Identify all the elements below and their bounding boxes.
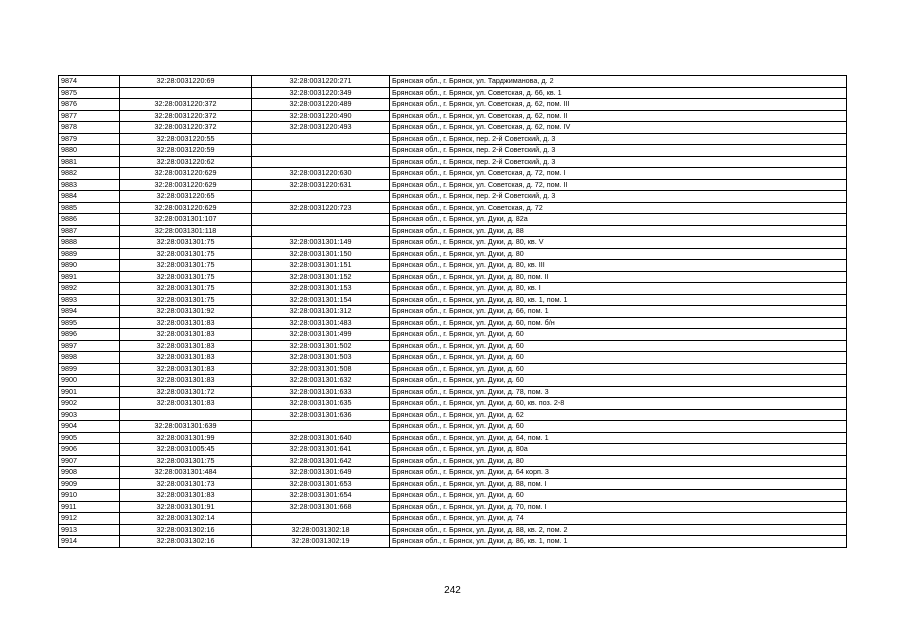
address-cell: Брянская обл., г. Брянск, ул. Дуки, д. 64 корп. 3 [390,467,847,479]
table-row [59,340,847,352]
table-row [59,317,847,329]
row-number-cell: 9893 [59,294,120,306]
address-cell: Брянская обл., г. Брянск, ул. Дуки, д. 88, пом. I [390,478,847,490]
row-number-cell: 9904 [59,421,120,433]
parent-cadastral-number-cell: 32:28:0031301:75 [120,237,252,249]
row-number-cell: 9879 [59,133,120,145]
table-row [59,478,847,490]
cadastral-number-cell [252,145,390,157]
row-number-cell: 9880 [59,145,120,157]
table-row [59,455,847,467]
row-number-cell: 9906 [59,444,120,456]
row-number-cell: 9896 [59,329,120,341]
row-number-cell: 9891 [59,271,120,283]
parent-cadastral-number-cell: 32:28:0031301:83 [120,317,252,329]
row-number-cell: 9914 [59,536,120,548]
cadastral-table [58,75,847,548]
table-row [59,122,847,134]
row-number-cell: 9882 [59,168,120,180]
parent-cadastral-number-cell: 32:28:0031220:629 [120,179,252,191]
parent-cadastral-number-cell: 32:28:0031301:73 [120,478,252,490]
parent-cadastral-number-cell [120,87,252,99]
address-cell: Брянская обл., г. Брянск, ул. Дуки, д. 86, кв. 1, пом. 1 [390,536,847,548]
address-cell: Брянская обл., г. Брянск, ул. Тарджиманова, д. 2 [390,76,847,88]
address-cell: Брянская обл., г. Брянск, ул. Дуки, д. 64, пом. 1 [390,432,847,444]
table-body [59,76,847,548]
address-cell: Брянская обл., г. Брянск, ул. Дуки, д. 74 [390,513,847,525]
row-number-cell: 9907 [59,455,120,467]
parent-cadastral-number-cell: 32:28:0031220:59 [120,145,252,157]
cadastral-number-cell: 32:28:0031301:499 [252,329,390,341]
address-cell: Брянская обл., г. Брянск, ул. Советская, д. 72, пом. II [390,179,847,191]
row-number-cell: 9888 [59,237,120,249]
cadastral-number-cell: 32:28:0031220:631 [252,179,390,191]
row-number-cell: 9892 [59,283,120,295]
table-row [59,87,847,99]
address-cell: Брянская обл., г. Брянск, ул. Дуки, д. 60 [390,340,847,352]
cadastral-number-cell: 32:28:0031301:503 [252,352,390,364]
parent-cadastral-number-cell: 32:28:0031301:99 [120,432,252,444]
address-cell: Брянская обл., г. Брянск, ул. Советская, д. 62, пом. IV [390,122,847,134]
table-row [59,214,847,226]
address-cell: Брянская обл., г. Брянск, ул. Дуки, д. 70, пом. I [390,501,847,513]
row-number-cell: 9911 [59,501,120,513]
cadastral-number-cell: 32:28:0031301:642 [252,455,390,467]
cadastral-number-cell: 32:28:0031301:649 [252,467,390,479]
address-cell: Брянская обл., г. Брянск, ул. Советская, д. 62, пом. III [390,99,847,111]
table-row [59,490,847,502]
table-row [59,306,847,318]
cadastral-number-cell [252,133,390,145]
cadastral-number-cell: 32:28:0031301:483 [252,317,390,329]
table-row [59,202,847,214]
row-number-cell: 9889 [59,248,120,260]
row-number-cell: 9905 [59,432,120,444]
cadastral-number-cell: 32:28:0031301:632 [252,375,390,387]
parent-cadastral-number-cell: 32:28:0031220:372 [120,99,252,111]
parent-cadastral-number-cell [120,409,252,421]
address-cell: Брянская обл., г. Брянск, ул. Дуки, д. 66, пом. 1 [390,306,847,318]
address-cell: Брянская обл., г. Брянск, ул. Дуки, д. 80, кв. I [390,283,847,295]
parent-cadastral-number-cell: 32:28:0031220:65 [120,191,252,203]
address-cell: Брянская обл., г. Брянск, пер. 2-й Советский, д. 3 [390,156,847,168]
cadastral-number-cell [252,421,390,433]
parent-cadastral-number-cell: 32:28:0031005:45 [120,444,252,456]
table-row [59,398,847,410]
address-cell: Брянская обл., г. Брянск, ул. Дуки, д. 60 [390,421,847,433]
cadastral-number-cell: 32:28:0031301:654 [252,490,390,502]
parent-cadastral-number-cell: 32:28:0031301:83 [120,363,252,375]
parent-cadastral-number-cell: 32:28:0031301:75 [120,283,252,295]
table-row [59,513,847,525]
row-number-cell: 9898 [59,352,120,364]
table-row [59,99,847,111]
address-cell: Брянская обл., г. Брянск, пер. 2-й Советский, д. 3 [390,145,847,157]
parent-cadastral-number-cell: 32:28:0031301:75 [120,294,252,306]
table-row [59,375,847,387]
cadastral-number-cell: 32:28:0031301:640 [252,432,390,444]
table-row [59,524,847,536]
row-number-cell: 9903 [59,409,120,421]
cadastral-number-cell [252,191,390,203]
cadastral-number-cell: 32:28:0031301:668 [252,501,390,513]
parent-cadastral-number-cell: 32:28:0031302:16 [120,524,252,536]
row-number-cell: 9899 [59,363,120,375]
row-number-cell: 9884 [59,191,120,203]
row-number-cell: 9910 [59,490,120,502]
address-cell: Брянская обл., г. Брянск, ул. Дуки, д. 80, кв. 1, пом. 1 [390,294,847,306]
address-cell: Брянская обл., г. Брянск, ул. Дуки, д. 80 [390,455,847,467]
row-number-cell: 9883 [59,179,120,191]
address-cell: Брянская обл., г. Брянск, ул. Дуки, д. 60 [390,363,847,375]
row-number-cell: 9890 [59,260,120,272]
table-row [59,191,847,203]
address-cell: Брянская обл., г. Брянск, ул. Дуки, д. 62 [390,409,847,421]
row-number-cell: 9874 [59,76,120,88]
parent-cadastral-number-cell: 32:28:0031220:629 [120,202,252,214]
table-row [59,329,847,341]
table-row [59,76,847,88]
parent-cadastral-number-cell: 32:28:0031301:83 [120,352,252,364]
row-number-cell: 9909 [59,478,120,490]
cadastral-number-cell: 32:28:0031220:271 [252,76,390,88]
cadastral-number-cell: 32:28:0031220:349 [252,87,390,99]
cadastral-number-cell [252,214,390,226]
address-cell: Брянская обл., г. Брянск, пер. 2-й Советский, д. 3 [390,191,847,203]
table-row [59,409,847,421]
parent-cadastral-number-cell: 32:28:0031301:91 [120,501,252,513]
parent-cadastral-number-cell: 32:28:0031301:75 [120,271,252,283]
parent-cadastral-number-cell: 32:28:0031301:72 [120,386,252,398]
table-row [59,536,847,548]
cadastral-number-cell: 32:28:0031220:493 [252,122,390,134]
cadastral-number-cell: 32:28:0031301:636 [252,409,390,421]
parent-cadastral-number-cell: 32:28:0031220:69 [120,76,252,88]
page-number: 242 [444,585,461,596]
cadastral-number-cell: 32:28:0031301:151 [252,260,390,272]
cadastral-number-cell: 32:28:0031301:154 [252,294,390,306]
address-cell: Брянская обл., г. Брянск, ул. Советская, д. 72, пом. I [390,168,847,180]
row-number-cell: 9902 [59,398,120,410]
cadastral-number-cell: 32:28:0031302:18 [252,524,390,536]
parent-cadastral-number-cell: 32:28:0031301:75 [120,260,252,272]
cadastral-number-cell [252,225,390,237]
parent-cadastral-number-cell: 32:28:0031301:639 [120,421,252,433]
address-cell: Брянская обл., г. Брянск, ул. Дуки, д. 60 [390,352,847,364]
address-cell: Брянская обл., г. Брянск, ул. Дуки, д. 80, пом. II [390,271,847,283]
parent-cadastral-number-cell: 32:28:0031301:83 [120,398,252,410]
row-number-cell: 9881 [59,156,120,168]
parent-cadastral-number-cell: 32:28:0031302:16 [120,536,252,548]
row-number-cell: 9876 [59,99,120,111]
cadastral-number-cell: 32:28:0031301:653 [252,478,390,490]
address-cell: Брянская обл., г. Брянск, ул. Дуки, д. 60 [390,329,847,341]
row-number-cell: 9895 [59,317,120,329]
row-number-cell: 9901 [59,386,120,398]
parent-cadastral-number-cell: 32:28:0031220:372 [120,122,252,134]
parent-cadastral-number-cell: 32:28:0031301:484 [120,467,252,479]
address-cell: Брянская обл., г. Брянск, ул. Дуки, д. 60 [390,375,847,387]
table-row [59,467,847,479]
row-number-cell: 9877 [59,110,120,122]
cadastral-number-cell: 32:28:0031301:150 [252,248,390,260]
table-row [59,260,847,272]
table-row [59,294,847,306]
address-cell: Брянская обл., г. Брянск, ул. Дуки, д. 88 [390,225,847,237]
table-row [59,168,847,180]
address-cell: Брянская обл., г. Брянск, ул. Дуки, д. 80а [390,444,847,456]
parent-cadastral-number-cell: 32:28:0031301:107 [120,214,252,226]
parent-cadastral-number-cell: 32:28:0031301:83 [120,340,252,352]
parent-cadastral-number-cell: 32:28:0031301:83 [120,490,252,502]
row-number-cell: 9886 [59,214,120,226]
cadastral-number-cell: 32:28:0031302:19 [252,536,390,548]
table-row [59,145,847,157]
row-number-cell: 9908 [59,467,120,479]
row-number-cell: 9885 [59,202,120,214]
parent-cadastral-number-cell: 32:28:0031301:75 [120,455,252,467]
table-row [59,248,847,260]
cadastral-number-cell: 32:28:0031301:502 [252,340,390,352]
address-cell: Брянская обл., г. Брянск, ул. Дуки, д. 60, кв. поз. 2-8 [390,398,847,410]
table-row [59,352,847,364]
cadastral-number-cell: 32:28:0031301:149 [252,237,390,249]
parent-cadastral-number-cell: 32:28:0031301:118 [120,225,252,237]
parent-cadastral-number-cell: 32:28:0031301:92 [120,306,252,318]
row-number-cell: 9894 [59,306,120,318]
cadastral-number-cell: 32:28:0031301:153 [252,283,390,295]
address-cell: Брянская обл., г. Брянск, ул. Дуки, д. 82а [390,214,847,226]
cadastral-number-cell [252,156,390,168]
table-row [59,271,847,283]
parent-cadastral-number-cell: 32:28:0031301:75 [120,248,252,260]
table-row [59,156,847,168]
address-cell: Брянская обл., г. Брянск, ул. Дуки, д. 78, пом. 3 [390,386,847,398]
parent-cadastral-number-cell: 32:28:0031301:83 [120,375,252,387]
row-number-cell: 9912 [59,513,120,525]
cadastral-number-cell: 32:28:0031301:508 [252,363,390,375]
cadastral-number-cell: 32:28:0031220:630 [252,168,390,180]
cadastral-number-cell: 32:28:0031301:152 [252,271,390,283]
row-number-cell: 9875 [59,87,120,99]
table-row [59,283,847,295]
address-cell: Брянская обл., г. Брянск, ул. Дуки, д. 80, кв. V [390,237,847,249]
table-row [59,225,847,237]
address-cell: Брянская обл., г. Брянск, ул. Дуки, д. 80 [390,248,847,260]
row-number-cell: 9887 [59,225,120,237]
table-row [59,133,847,145]
address-cell: Брянская обл., г. Брянск, ул. Советская, д. 72 [390,202,847,214]
cadastral-number-cell: 32:28:0031301:633 [252,386,390,398]
address-cell: Брянская обл., г. Брянск, ул. Дуки, д. 80, кв. III [390,260,847,272]
cadastral-number-cell: 32:28:0031220:489 [252,99,390,111]
address-cell: Брянская обл., г. Брянск, пер. 2-й Советский, д. 3 [390,133,847,145]
cadastral-number-cell: 32:28:0031220:490 [252,110,390,122]
table-row [59,501,847,513]
table-row [59,421,847,433]
address-cell: Брянская обл., г. Брянск, ул. Дуки, д. 88, кв. 2, пом. 2 [390,524,847,536]
address-cell: Брянская обл., г. Брянск, ул. Дуки, д. 60 [390,490,847,502]
parent-cadastral-number-cell: 32:28:0031220:629 [120,168,252,180]
row-number-cell: 9913 [59,524,120,536]
cadastral-number-cell: 32:28:0031301:635 [252,398,390,410]
address-cell: Брянская обл., г. Брянск, ул. Советская, д. 62, пом. II [390,110,847,122]
cadastral-number-cell: 32:28:0031301:641 [252,444,390,456]
address-cell: Брянская обл., г. Брянск, ул. Советская, д. 66, кв. 1 [390,87,847,99]
parent-cadastral-number-cell: 32:28:0031301:83 [120,329,252,341]
row-number-cell: 9897 [59,340,120,352]
row-number-cell: 9900 [59,375,120,387]
cadastral-number-cell [252,513,390,525]
address-cell: Брянская обл., г. Брянск, ул. Дуки, д. 60, пом. б/н [390,317,847,329]
table-row [59,444,847,456]
table-row [59,237,847,249]
parent-cadastral-number-cell: 32:28:0031220:372 [120,110,252,122]
table-row [59,363,847,375]
cadastral-number-cell: 32:28:0031220:723 [252,202,390,214]
parent-cadastral-number-cell: 32:28:0031220:62 [120,156,252,168]
parent-cadastral-number-cell: 32:28:0031302:14 [120,513,252,525]
table-row [59,432,847,444]
table-row [59,179,847,191]
table-row [59,386,847,398]
cadastral-number-cell: 32:28:0031301:312 [252,306,390,318]
row-number-cell: 9878 [59,122,120,134]
parent-cadastral-number-cell: 32:28:0031220:55 [120,133,252,145]
table-row [59,110,847,122]
